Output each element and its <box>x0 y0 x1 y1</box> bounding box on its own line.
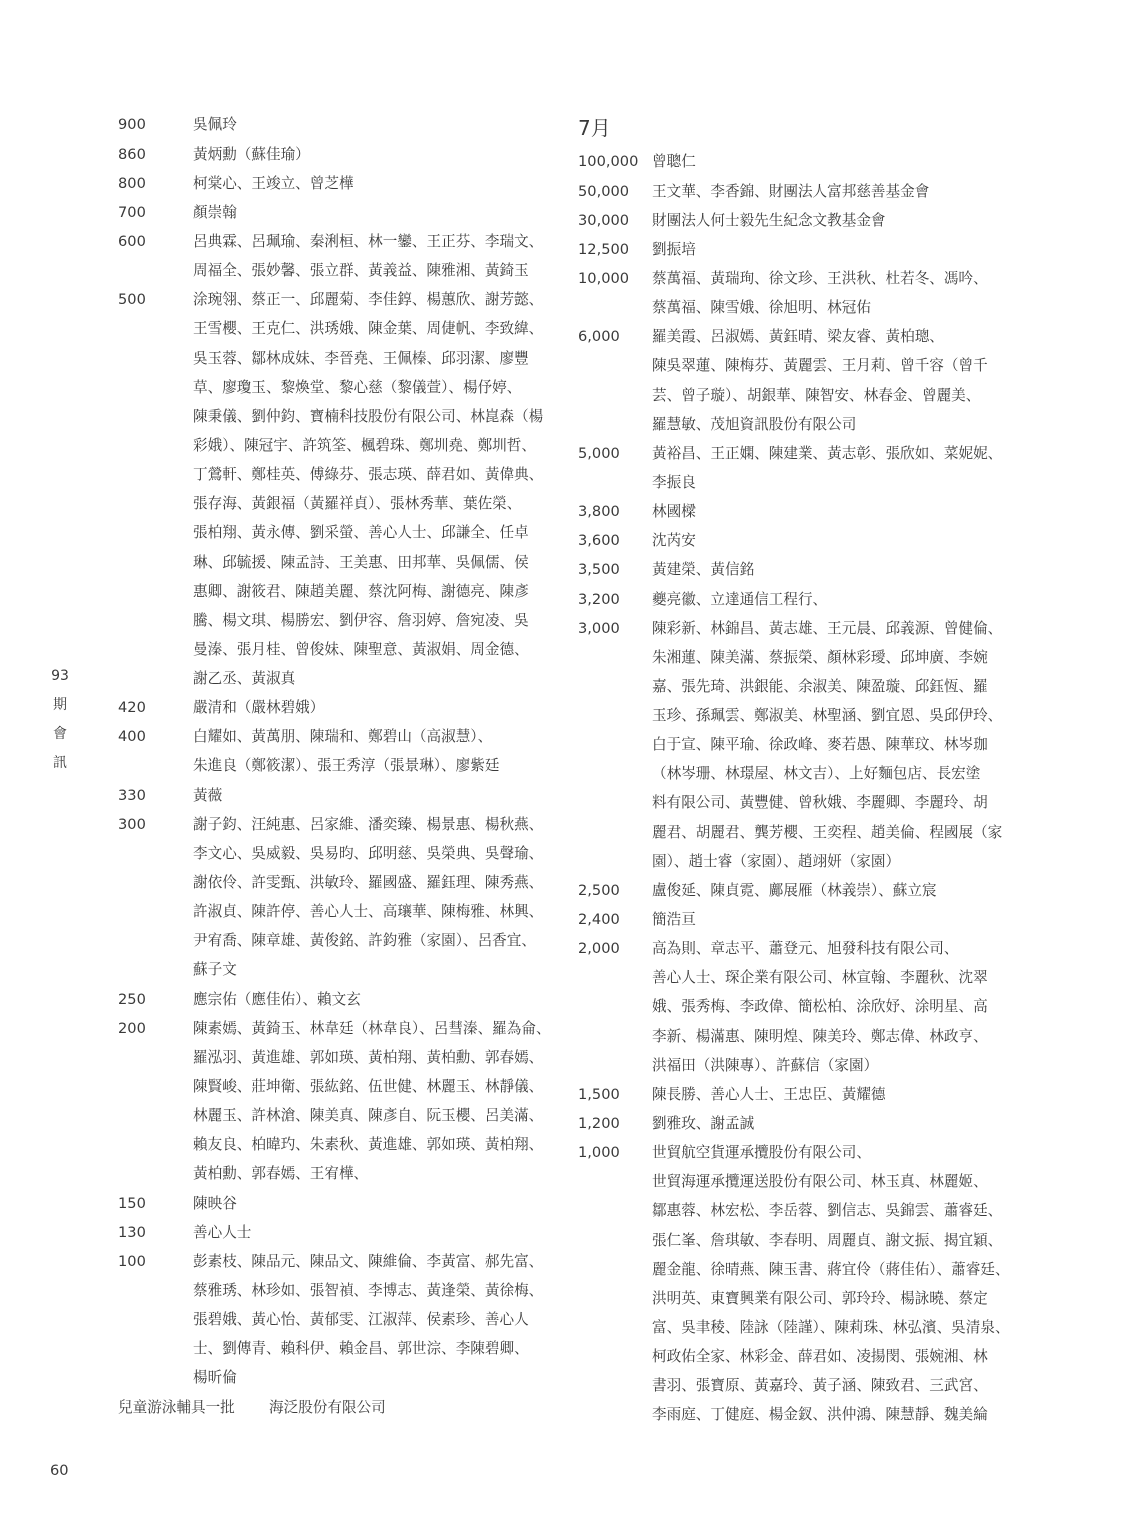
donor-names-line: 楊昕倫 <box>193 1369 237 1387</box>
right-donor-list <box>578 147 1018 1429</box>
donation-amount: 3,800 <box>578 503 620 521</box>
issue-side-label <box>48 662 72 778</box>
donation-entry <box>578 934 1018 1080</box>
donor-names-line: 善心人士 <box>193 1223 252 1241</box>
donation-amount: 500 <box>118 291 146 309</box>
donation-entry <box>118 227 558 285</box>
donor-names-line: 麗金龍、徐晴燕、陳玉書、蔣宜伶（蔣佳佑）、蕭睿廷、 <box>652 1260 1010 1278</box>
donor-names-line: 呂典霖、呂珮瑜、秦浰桓、林一鑾、王正芬、李瑞文、 <box>193 232 544 250</box>
donation-amount: 1,000 <box>578 1144 620 1162</box>
donation-entry <box>118 985 558 1014</box>
donor-names-line: （林岑珊、林璟屋、林文吉）、上好麵包店、長宏塗 <box>652 765 981 783</box>
donor-names <box>193 1218 558 1247</box>
donor-names-line: 黃薇 <box>193 786 223 804</box>
left-donor-entries <box>118 110 558 1392</box>
donation-entry <box>118 1189 558 1218</box>
donor-names <box>193 985 558 1014</box>
donor-names <box>193 781 558 810</box>
donor-names-line: 書羽、張寶原、黃嘉玲、黃子涵、陳致君、三武宮、 <box>652 1377 988 1395</box>
donor-names-line: 陳素嫣、黃錡玉、林韋廷（林韋良）、呂彗溱、羅為侖、 <box>193 1019 551 1037</box>
donor-names-line: 高為則、章志平、蕭登元、旭發科技有限公司、 <box>652 940 959 958</box>
donation-amount: 300 <box>118 815 146 833</box>
donation-entry <box>578 235 1018 264</box>
donation-amount: 10,000 <box>578 269 630 287</box>
donation-entry <box>578 147 1018 176</box>
donor-names <box>652 147 1018 176</box>
donation-entry <box>118 285 558 693</box>
donor-names-line: 世貿航空貨運承攬股份有限公司、 <box>652 1144 871 1162</box>
side-label-part: 期 <box>53 696 67 713</box>
donor-names-line: 曾聰仁 <box>652 153 696 171</box>
donor-names <box>652 934 1018 1080</box>
donor-names <box>652 585 1018 614</box>
donation-entry <box>118 198 558 227</box>
donor-names-line: 李文心、吳威毅、吳易昀、邱明慈、吳榮典、吳聲瑜、 <box>193 844 544 862</box>
donation-entry <box>578 264 1018 322</box>
donor-names <box>652 497 1018 526</box>
donor-names-line: 黃裕昌、王正嫻、陳建業、黃志彰、張欣如、菜妮妮、 <box>652 444 1003 462</box>
donor-names <box>193 1189 558 1218</box>
donor-names <box>193 693 558 722</box>
donation-amount: 150 <box>118 1194 146 1212</box>
donor-names-line: 謝乙丞、黃淑真 <box>193 670 296 688</box>
donation-entry <box>118 110 558 139</box>
donor-names-line: 嚴清和（嚴林碧娥） <box>193 699 325 717</box>
donation-entry <box>578 876 1018 905</box>
donor-names-line: 賴友良、柏暐玓、朱素秋、黃進雄、郭如瑛、黃柏翔、 <box>193 1136 544 1154</box>
donation-amount: 420 <box>118 699 146 717</box>
donor-names <box>193 722 558 780</box>
page-number: 60 <box>50 1462 69 1479</box>
donor-names-line: 謝子鈞、汪純惠、呂家維、潘奕臻、楊景惠、楊秋燕、 <box>193 815 544 833</box>
donor-names-line: 鄒惠蓉、林宏松、李岳蓉、劉信志、吳錦雲、蕭睿廷、 <box>652 1202 1003 1220</box>
donor-names <box>652 1109 1018 1138</box>
donor-names-line: 簡浩亘 <box>652 911 696 929</box>
donor-names-line: 謝依伶、許雯甄、洪敏玲、羅國盛、羅鈺理、陳秀燕、 <box>193 874 544 892</box>
donor-names-line: 李雨庭、丁健庭、楊金釵、洪仲鴻、陳慧靜、魏美綸 <box>652 1406 988 1424</box>
donor-names-line: 林麗玉、許林滄、陳美真、陳彥自、阮玉櫻、呂美滿、 <box>193 1107 544 1125</box>
donor-names-line: 士、劉傳青、賴科伊、賴金昌、郭世淙、李陳碧卿、 <box>193 1340 529 1358</box>
donor-names <box>652 1080 1018 1109</box>
month-heading: 7月 <box>578 116 611 140</box>
donor-names <box>652 206 1018 235</box>
donation-amount: 860 <box>118 145 146 163</box>
donor-names-line: 白于宣、陳平瑜、徐政峰、麥若愚、陳華玟、林岑珈 <box>652 736 988 754</box>
donor-names <box>193 810 558 985</box>
donor-names-line: 李新、楊滿惠、陳明煌、陳美玲、鄭志偉、林政亨、 <box>652 1027 988 1045</box>
side-label-part: 會 <box>53 725 67 742</box>
donor-names-line: 王雪櫻、王克仁、洪琇娥、陳金葉、周倢帆、李致緯、 <box>193 320 544 338</box>
donor-names <box>652 1138 1018 1429</box>
donor-names-line: 洪福田（洪陳專）、許蘇信（家園） <box>652 1056 879 1074</box>
in-kind-donor: 海泛股份有限公司 <box>269 1398 386 1416</box>
donation-amount: 100 <box>118 1252 146 1270</box>
donor-names <box>193 169 558 198</box>
donor-names-line: 黃柏勳、郭春嫣、王宥樺、 <box>193 1165 369 1183</box>
donation-entry <box>578 1138 1018 1429</box>
donor-names-line: 蔡雅琇、林珍如、張智禎、李博志、黃逢榮、黃徐梅、 <box>193 1282 544 1300</box>
donation-entry <box>578 585 1018 614</box>
donation-entry <box>118 140 558 169</box>
donor-names <box>652 264 1018 322</box>
donation-entry <box>118 781 558 810</box>
donation-amount: 1,200 <box>578 1115 620 1133</box>
donation-amount: 3,000 <box>578 619 620 637</box>
donation-amount: 3,500 <box>578 561 620 579</box>
donor-names-line: 陳秉儀、劉仲鈞、寶楠科技股份有限公司、林崑森（楊 <box>193 407 544 425</box>
donor-names-line: 劉振培 <box>652 240 696 258</box>
donor-names-line: 園）、趙士睿（家園）、趙翊妍（家園） <box>652 852 901 870</box>
side-label-part: 93 <box>51 667 69 684</box>
donor-names-line: 蔡萬福、陳雪娥、徐旭明、林冠佑 <box>652 299 871 317</box>
donor-names-line: 麗君、胡麗君、龔芳櫻、王奕程、趙美倫、程國展（家 <box>652 823 1003 841</box>
donor-names-line: 張柏翔、黃永傳、劉采螢、善心人士、邱謙全、任卓 <box>193 524 529 542</box>
donation-entry <box>118 169 558 198</box>
donor-names-line: 蘇子文 <box>193 961 237 979</box>
donor-names <box>652 905 1018 934</box>
side-label-part: 訊 <box>53 754 67 771</box>
donation-entry <box>578 439 1018 497</box>
donation-amount: 6,000 <box>578 328 620 346</box>
donor-names <box>193 198 558 227</box>
donor-names-line: 周福全、張妙馨、張立群、黃義益、陳雅湘、黃錡玉 <box>193 262 529 280</box>
donor-names <box>193 1247 558 1393</box>
donor-names-line: 惠卿、謝筱君、陳趙美麗、蔡沈阿梅、謝德亮、陳彥 <box>193 582 529 600</box>
donor-names <box>193 110 558 139</box>
donor-names <box>193 227 558 285</box>
donor-names-line: 李振良 <box>652 473 696 491</box>
donor-names <box>652 322 1018 439</box>
donor-names-line: 陳彩新、林錦昌、黃志雄、王元晨、邱義源、曾健倫、 <box>652 619 1003 637</box>
donation-entry <box>578 526 1018 555</box>
donor-names-line: 彭素枝、陳品元、陳品文、陳維倫、李黃富、郝先富、 <box>193 1252 544 1270</box>
donation-amount: 330 <box>118 786 146 804</box>
donor-names-line: 洪明英、東寶興業有限公司、郭玲玲、楊詠曉、蔡定 <box>652 1289 988 1307</box>
donor-names-line: 涂琬翎、蔡正一、邱麗菊、李佳錞、楊蕙欣、謝芳懿、 <box>193 291 544 309</box>
donation-entry <box>118 1218 558 1247</box>
donor-names-line: 尹宥喬、陳章雄、黃俊銘、許鈞雅（家園）、呂香宜、 <box>193 932 536 950</box>
donor-names-line: 丁鶯軒、鄭桂英、傅綠芬、張志瑛、薛君如、黃偉典、 <box>193 466 544 484</box>
donor-names-line: 吳玉蓉、鄒林成妹、李晉堯、王佩榛、邱羽潔、廖豐 <box>193 349 529 367</box>
donor-names-line: 陳吳翠蓮、陳梅芬、黃麗雲、王月莉、曾千容（曾千 <box>652 357 988 375</box>
donor-names <box>652 526 1018 555</box>
in-kind-donation-row <box>118 1393 558 1422</box>
donor-names-line: 張仁峯、詹琪敏、李春明、周麗貞、謝文振、揭宜穎、 <box>652 1231 1003 1249</box>
donor-names-line: 許淑貞、陳許停、善心人士、高瓖華、陳梅雅、林興、 <box>193 903 544 921</box>
donor-names <box>193 1014 558 1189</box>
donor-names-line: 嘉、張先琦、洪銀能、余淑美、陳盈璇、邱鈺恆、羅 <box>652 677 988 695</box>
donor-names-line: 蔡萬福、黃瑞珣、徐文珍、王洪秋、杜若冬、馮吟、 <box>652 269 988 287</box>
donor-names-line: 應宗佑（應佳佑）、賴文玄 <box>193 990 361 1008</box>
donor-names <box>652 235 1018 264</box>
donor-names-line: 沈芮安 <box>652 532 696 550</box>
donation-amount: 2,400 <box>578 911 620 929</box>
donor-names-line: 琳、邱毓援、陳孟詩、王美惠、田邦華、吳佩儒、侯 <box>193 553 529 571</box>
donation-amount: 2,000 <box>578 940 620 958</box>
donation-amount: 130 <box>118 1223 146 1241</box>
donor-names-line: 財團法人何士毅先生紀念文教基金會 <box>652 211 886 229</box>
donation-amount: 700 <box>118 203 146 221</box>
donor-names-line: 善心人士、琛企業有限公司、林宣翰、李麗秋、沈翠 <box>652 969 988 987</box>
donation-amount: 1,500 <box>578 1085 620 1103</box>
donation-amount: 30,000 <box>578 211 630 229</box>
donor-names-line: 騰、楊文琪、楊勝宏、劉伊容、詹羽婷、詹宛凌、吳 <box>193 611 529 629</box>
donor-names-line: 劉雅玫、謝孟誠 <box>652 1115 755 1133</box>
donor-names <box>652 614 1018 876</box>
donor-names-line: 世貿海運承攬運送股份有限公司、林玉真、林麗姬、 <box>652 1173 988 1191</box>
donation-amount: 100,000 <box>578 153 639 171</box>
donor-names-line: 張存海、黃銀福（黃羅祥貞）、張林秀華、葉佐榮、 <box>193 495 522 513</box>
donation-entry <box>578 905 1018 934</box>
donation-entry <box>578 555 1018 584</box>
donation-entry <box>578 1109 1018 1138</box>
donation-amount: 250 <box>118 990 146 1008</box>
in-kind-item: 兒童游泳輔具一批 <box>118 1398 235 1416</box>
donor-names-line: 黃炳勳（蘇佳瑜） <box>193 145 310 163</box>
donation-amount: 3,200 <box>578 590 620 608</box>
left-donor-list <box>118 110 558 1421</box>
donation-amount: 800 <box>118 174 146 192</box>
donation-entry <box>578 614 1018 876</box>
donor-names-line: 白耀如、黃萬朋、陳瑞和、鄭碧山（高淑慧）、 <box>193 728 493 746</box>
donor-names-line: 娥、張秀梅、李政偉、簡松柏、涂欣妤、涂明星、高 <box>652 998 988 1016</box>
donor-names-line: 柯政佑全家、林彩金、薛君如、凌揚閔、張婉湘、林 <box>652 1348 988 1366</box>
donation-amount: 5,000 <box>578 444 620 462</box>
donor-names <box>652 177 1018 206</box>
donation-amount: 600 <box>118 232 146 250</box>
donor-names <box>652 876 1018 905</box>
donation-amount: 12,500 <box>578 240 630 258</box>
donor-names-line: 王文華、李香錦、財團法人富邦慈善基金會 <box>652 182 930 200</box>
donor-names-line: 彩娥）、陳冠宇、許筑筌、楓碧珠、鄭圳堯、鄭圳哲、 <box>193 436 536 454</box>
donation-entry <box>578 206 1018 235</box>
donation-entry <box>118 810 558 985</box>
donation-entry <box>578 177 1018 206</box>
donor-names-line: 夔亮徽、立達通信工程行、 <box>652 590 828 608</box>
donation-amount: 400 <box>118 728 146 746</box>
donor-names-line: 羅泓羽、黃進雄、郭如瑛、黃柏翔、黃柏勳、郭春嫣、 <box>193 1048 544 1066</box>
donor-names <box>193 140 558 169</box>
donor-names <box>652 555 1018 584</box>
donor-names-line: 草、廖瓊玉、黎煥堂、黎心慈（黎儀萱）、楊伃婷、 <box>193 378 522 396</box>
donor-names-line: 玉珍、孫珮雲、鄭淑美、林聖涵、劉宜恩、吳邱伊玲、 <box>652 707 1003 725</box>
donation-amount: 50,000 <box>578 182 630 200</box>
donor-names-line: 羅慧敏、茂旭資訊股份有限公司 <box>652 415 857 433</box>
donation-amount: 3,600 <box>578 532 620 550</box>
donor-names-line: 朱進良（鄭筱潔）、張王秀淳（張景琳）、廖紫廷 <box>193 757 500 775</box>
donation-amount: 200 <box>118 1019 146 1037</box>
donation-entry <box>118 722 558 780</box>
donor-names-line: 料有限公司、黃豐健、曾秋娥、李麗卿、李麗玲、胡 <box>652 794 988 812</box>
donor-names-line: 陳賢峻、莊坤衛、張紘銘、伍世健、林麗玉、林靜儀、 <box>193 1078 544 1096</box>
donation-entry <box>578 1080 1018 1109</box>
donation-amount: 900 <box>118 116 146 134</box>
donor-names <box>652 439 1018 497</box>
donor-names-line: 羅美霞、呂淑嫣、黃鈺晴、梁友睿、黃柏璁、 <box>652 328 944 346</box>
donor-names-line: 盧俊延、陳貞霓、鄺展雁（林義崇）、蘇立宸 <box>652 881 937 899</box>
donation-entry <box>578 322 1018 439</box>
donor-names-line: 曼溱、張月桂、曾俊妹、陳聖意、黃淑娟、周金德、 <box>193 640 529 658</box>
donation-entry <box>578 497 1018 526</box>
right-donor-entries <box>578 147 1018 1429</box>
donation-amount: 2,500 <box>578 881 620 899</box>
donation-entry <box>118 693 558 722</box>
donor-names-line: 芸、曾子璇）、胡銀華、陳智安、林春金、曾麗美、 <box>652 386 981 404</box>
donor-names-line: 吳佩玲 <box>193 116 237 134</box>
donor-names-line: 陳映谷 <box>193 1194 237 1212</box>
donor-names <box>193 285 558 693</box>
donation-entry <box>118 1247 558 1393</box>
donor-names-line: 林國樑 <box>652 503 696 521</box>
donor-names-line: 朱湘蓮、陳美滿、蔡振榮、顏林彩璦、邱坤廣、李婉 <box>652 648 988 666</box>
donor-names-line: 陳長勝、善心人士、王忠臣、黃耀德 <box>652 1085 886 1103</box>
donor-names-line: 富、吳聿稜、陸詠（陸謹）、陳莉珠、林弘濱、吳清泉、 <box>652 1319 1010 1337</box>
donation-entry <box>118 1014 558 1189</box>
donor-names-line: 顏崇翰 <box>193 203 237 221</box>
donor-names-line: 黃建榮、黃信銘 <box>652 561 755 579</box>
donor-names-line: 張碧娥、黃心怡、黃郁雯、江淑萍、侯素珍、善心人 <box>193 1311 529 1329</box>
donor-names-line: 柯棠心、王竣立、曾芝樺 <box>193 174 354 192</box>
